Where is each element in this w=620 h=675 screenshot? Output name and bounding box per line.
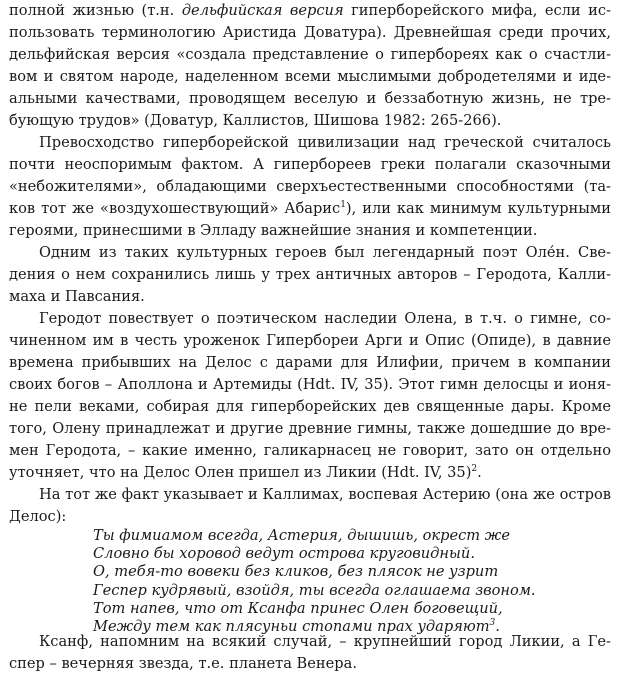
text-line: дения о нем сохранились лишь у трех античных авторов – Геродота, Калли- (9, 266, 611, 283)
text-line: мен Геродота, – какие именно, галикарнасец не говорит, зато он отдельно (9, 442, 611, 459)
paragraph-first-line: Одним из таких культурных героев был легендарный поэт Оле́н. Све- (39, 244, 611, 261)
text-line: своих богов – Аполлона и Артемиды (Hdt. IV, 35). Этот гимн делосцы и ионя- (9, 376, 611, 393)
text-line: бующую трудов» (Доватур, Каллистов, Шишова 1982: 265-266). (9, 112, 502, 129)
text-line: почти неоспоримым фактом. А гипербореев греки полагали сказочными (9, 156, 611, 173)
paragraph-first-line: Геродот повествует о поэтическом наследии Олена, в т.ч. о гимне, со- (39, 310, 611, 327)
poem-line: Словно бы хоровод ведут острова круговидный. (93, 545, 475, 563)
text-line: полной жизнью (т.н. дельфийская версия гиперборейского мифа, если ис- (9, 2, 611, 19)
text-line: «небожителями», обладающими сверхъестественными способностями (та- (9, 178, 611, 195)
poem-line: Тот напев, что от Ксанфа принес Олен боговещий, (93, 599, 503, 617)
paragraph-first-line: Превосходство гиперборейской цивилизации над греческой считалось (39, 134, 611, 151)
text-line: того, Олену принадлежат и другие древние гимны, также дошедшие до вре- (9, 420, 611, 437)
text-line: уточняет, что на Делос Олен пришел из Ликии (Hdt. IV, 35)$^2$. (9, 464, 482, 481)
footnote-ref: 1 (340, 200, 346, 210)
text-line: вом и святом народе, наделенном всеми мыслимыми добродетелями и иде- (9, 68, 611, 85)
text-line: альными качествами, проводящем веселую и беззаботную жизнь, не тре- (9, 90, 611, 107)
poem-line: О, тебя-то вовеки без кликов, без плясок не узрит (93, 563, 499, 581)
text-line: героями, принесшими в Элладу важнейшие знания и компетенции. (9, 222, 538, 239)
text-line: времена прибывших на Делос с дарами для Илифии, причем в компании (9, 354, 611, 371)
paragraph-first-line: Ксанф, напомним на всякий случай, – крупнейший город Ликии, а Ге- (39, 633, 611, 650)
text-line: дельфийская версия «создала представление о гипербореях как о счастли- (9, 46, 611, 63)
text-line: спер – вечерняя звезда, т.е. планета Венера. (9, 655, 357, 672)
paragraph-first-line: На тот же факт указывает и Каллимах, воспевая Астерию (она же остров (39, 486, 611, 503)
poem-line: Между тем как плясуньи стопами прах ударяют$^3$. (93, 618, 500, 635)
text-line: Делос): (9, 508, 67, 525)
text-line: не пели веками, собирая для гиперборейских дев священные дары. Кроме (9, 398, 611, 415)
poem-line: Геспер кудрявый, взойдя, ты всегда оглашаема звоном. (93, 581, 536, 599)
text-line: ков тот же «воздухошествующий» Абарис$^1$), или как минимум культурными (9, 200, 611, 217)
text-line: маха и Павсания. (9, 288, 145, 305)
text-line: чиненном им в честь уроженок Гипербореи Арги и Опис (Опиде), в давние (9, 332, 611, 349)
footnote-ref: 2 (471, 464, 478, 474)
footnote-ref: 3 (489, 618, 496, 628)
text-line: пользовать терминологию Аристида Доватура). Древнейшая среди прочих, (9, 24, 611, 41)
poem-line: Ты фимиамом всегда, Астерия, дышишь, окрест же (93, 527, 510, 544)
emphasis-text: дельфийская версия (181, 2, 344, 19)
